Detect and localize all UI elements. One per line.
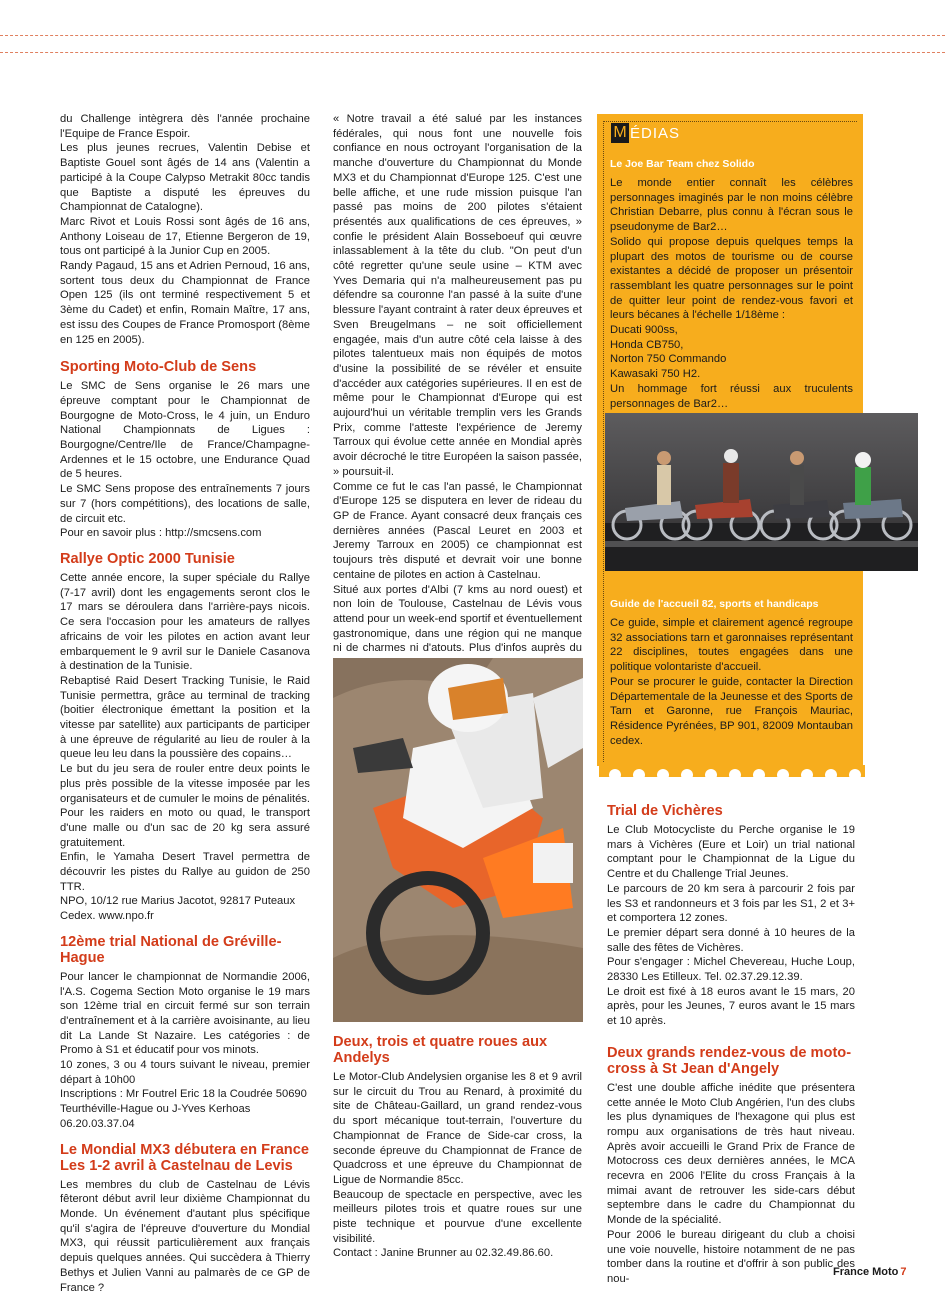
body-paragraph: Rebaptisé Raid Desert Tracking Tunisie, le Raid Tunisie permettra, grâce au terminal de tracking (boitier électronique émettant la position et la vitesse par satellite) aux participants de participer à une épreuve de régularité au lieu de rouler à la queue leu leu dans la poussière des copains… xyxy=(60,674,310,761)
body-paragraph: Le Motor-Club Andelysien organise les 8 et 9 avril sur le circuit du Trou au Renard, à proximité du site de Château-Gaillard, un grand rendez-vous du sport mécanique tout-terrain, l'ouverture du Championnat de France de Side-car cross, la seconde épreuve du Championnat de France de Quadcross et une épreuve du Championnat de Ligue de Normandie 85cc. xyxy=(333,1071,582,1186)
bike-list-item: Kawasaki 750 H2. xyxy=(610,368,701,381)
body-paragraph: Pour 2006 le bureau dirigeant du club a choisi une voie nouvelle, histoire notamment de ne pas tomber dans la routine et d'offrir à son public des nou- xyxy=(607,1228,855,1285)
body-paragraph: C'est une double affiche inédite que présentera cette année le Moto Club Angérien, l'un des clubs les plus dynamiques de l'hexagone qui plus est rompu aux organisations de très haut niveau. Après avoir accueilli le Grand Prix de France de Motocross ces deux dernières années, le MCA recevra en 2006 l'Elite du cross Français à la mimai avant de retrouver les side-cars début septembre dans le cadre du Championnat du Monde de la spécialité. xyxy=(607,1081,855,1227)
bike-list-item: Ducati 900ss, xyxy=(610,324,678,337)
body-paragraph: 10 zones, 3 ou 4 tours suivant le niveau, premier départ à 10h00 xyxy=(60,1059,310,1086)
body-paragraph: Situé aux portes d'Albi (7 kms au nord ouest) et non loin de Toulouse, Castelnau de Lévis vous attend pour un week-end sportif et éventuellement gastronomique, dans une région qui ne manque ni de charmes ni d'atouts. Plus d'infos auprès du xyxy=(333,583,582,655)
page-number: 7 xyxy=(900,1266,907,1278)
media-heading xyxy=(611,122,680,144)
media-subheading-guide: Guide de l'accueil 82, sports et handicaps xyxy=(610,598,819,610)
scalloped-edge-decoration xyxy=(599,765,865,787)
figurines-illustration xyxy=(605,413,918,571)
body-paragraph: Pour en savoir plus : http://smcsens.com xyxy=(60,527,262,540)
bike-list-item: Norton 750 Commando xyxy=(610,353,727,366)
body-paragraph: Le Club Motocycliste du Perche organise le 19 mars à Vichères (Eure et Loir) un trial national comptant pour le Championnat de la Ligue du Centre et du Challenge Trial Jeunes. xyxy=(607,824,855,881)
body-paragraph: Enfin, le Yamaha Desert Travel permettra de découvrir les pistes du Rallye au guidon de 250 TTR. xyxy=(60,851,310,893)
body-paragraph: Ce guide, simple et clairement agencé regroupe 32 associations tarn et garonnaises représentant 22 disciplines, toutes engagées dans une politique volontariste d'accueil. xyxy=(610,617,853,674)
body-paragraph: Le SMC Sens propose des entraînements 7 jours sur 7 (hors compétitions), des locations de salle, de circuit etc. xyxy=(60,483,310,525)
section-heading-greville: 12ème trial National de Gréville-Hague xyxy=(60,933,282,966)
section-heading-vicheres: Trial de Vichères xyxy=(607,803,723,819)
body-paragraph: Le SMC de Sens organise le 26 mars une épreuve comptant pour le Championnat de Bourgogne de Moto-Cross, le 4 juin, un Enduro National Championnats de Ligues : Bourgogne/Centre/Ile de France/Champagne-Ardennes et le 15 octobre, une Endurance Quad de 5 heures. xyxy=(60,380,310,481)
body-paragraph: Le monde entier connaît les célèbres personnages imaginés par le non moins célèbre Christian Debarre, plus connu à l'écran sous le pseudonyme de Bar2… xyxy=(610,177,853,234)
media-heading-rest: ÉDIAS xyxy=(630,124,681,142)
body-paragraph: Inscriptions : Mr Foutrel Eric 18 la Coudrée 50690 Teurthéville-Hague ou J-Yves Kerhoas 06.20.03.37.04 xyxy=(60,1088,307,1130)
motocross-rider-photo xyxy=(333,658,583,1022)
body-paragraph: Le parcours de 20 km sera à parcourir 2 fois par les S3 et randonneurs et 3 fois par les S1, 2 et 3+ et comportera 12 zones. xyxy=(607,882,855,925)
body-paragraph: Pour se procurer le guide, contacter la Direction Départementale de la Jeunesse et des Sports de Tarn et Garonne, rue François Mauriac, Résidence Pyrénées, BP 901, 82009 Montauban cedex. xyxy=(610,675,853,747)
body-paragraph: Le droit est fixé à 18 euros avant le 15 mars, 20 après, pour les Jeunes, 7 euros avant le 15 mars et 10 après. xyxy=(607,985,855,1028)
body-paragraph: Pour lancer le championnat de Normandie 2006, l'A.S. Cogema Section Moto organise le 19 mars son 12ème trial en circuit fermé sur son terrain d'entraînement et à la carrière avoisinante, au lieu dit La Lande St Nazaire. Les catégories : de Promo à S1 et éducatif pour vos minots. xyxy=(60,970,310,1057)
section-heading-sens: Sporting Moto-Club de Sens xyxy=(60,359,257,376)
body-paragraph: Le premier départ sera donné à 10 heures de la salle des fêtes de Vichères. xyxy=(607,926,855,954)
body-paragraph: « Notre travail a été salué par les instances fédérales, qui nous font une nouvelle fois confiance en nous octroyant l'organisation de la manche d'ouverture du Championnat du Monde MX3 et du Championnat d'Europe 125. C'est une belle affiche, et une rude mission puisque l'an passé pas moins de 200 pilotes s'étaient présentés aux qualifications de ces épreuves, » confie le président Alain Bosseboeuf qui œuvre inlassablement à la tête du club. "On peut d'un côté regretter qu'une seule usine – KTM avec Yves Demaria qui n'a malheureusement pas pu défendre sa couronne l'an passé à la suite d'une blessure l'ayant contraint à rater deux épreuves et Sven Breugelmans – ne soit officiellement engagée, mais d'un autre côté cela laisse à des pilotes talentueux mais non équipés de motos d'usine la possibilité de se révéler et ensuite d'accéder aux catégories supérieures. Il en est de même pour le Championnat d'Europe qui est aujourd'hui un véritable tremplin vers les Grands Prix, comme l'atteste l'expérience de Jeremy Tarroux qui évolue cette année en Mondial après avoir décroché le titre Européen la saison passée, » poursuit-il. xyxy=(333,113,582,478)
magazine-name: France Moto xyxy=(833,1266,899,1278)
body-paragraph: Solido qui propose depuis quelques temps la plupart des motos de tourisme ou de course existantes a décidé de proposer un présentoir rassemblant les quatre personnages sur le point de quitter leur point de rendez-vous favori et leurs bécanes à l'échelle 1/18ème : xyxy=(610,235,853,322)
left-column xyxy=(60,112,310,1295)
body-paragraph: Marc Rivot et Louis Rossi sont âgés de 16 ans, Anthony Loiseau de 17, Etienne Bergeron de 19, tous ont participé à la Junior Cup en 2005. xyxy=(60,215,310,258)
joe-bar-team-figurines-photo xyxy=(605,413,918,571)
body-paragraph: Le but du jeu sera de rouler entre deux points le plus près possible de la vitesse imposée par les organisateurs et de cumuler le moins de pénalités. Pour les raiders en moto ou quad, le transport d'une malle ou d'un sac de 20 kg sera assuré gratuitement. xyxy=(60,763,310,849)
body-paragraph: NPO, 10/12 rue Marius Jacotot, 92817 Puteaux Cedex. www.npo.fr xyxy=(60,895,296,923)
body-paragraph: Pour s'engager : Michel Chevereau, Huche Loup, 28330 Les Etilleux. Tel. 02.37.29.12.39. xyxy=(607,956,855,984)
body-paragraph: Comme ce fut le cas l'an passé, le Championnat d'Europe 125 se disputera en lever de rideau du GP de France. Ayant consacré deux français ces dernières années (Pascal Leuret en 2003 et Jeremy Tarroux en 2005) ce championnat est toujours très disputé et devrait voir une bonne centaine de pilotes en action à Castelnau. xyxy=(333,480,582,581)
top-dashed-rule xyxy=(0,52,945,53)
body-paragraph: Contact : Janine Brunner au 02.32.49.86.60. xyxy=(333,1247,554,1260)
body-paragraph: du Challenge intègrera dès l'année prochaine l'Equipe de France Espoir. xyxy=(60,113,310,140)
media-subheading-joe-bar: Le Joe Bar Team chez Solido xyxy=(610,158,755,170)
body-paragraph: Un hommage fort réussi aux truculents personnages de Bar2… xyxy=(610,382,853,410)
page-footer xyxy=(833,1266,907,1278)
body-paragraph: Les plus jeunes recrues, Valentin Debise et Baptiste Gouel sont âgés de 14 ans (Valentin a participé à la Coupe Calypso Metrakit 80cc tandis que Baptiste a disputé les épreuves du Championnat de Catalogne). xyxy=(60,142,310,214)
section-heading-andelys: Deux, trois et quatre roues aux Andelys xyxy=(333,1034,548,1066)
right-column-lower xyxy=(607,803,855,1287)
motocross-rider-illustration xyxy=(333,658,583,1022)
top-dashed-rule xyxy=(0,35,945,36)
media-text-joe-bar xyxy=(610,176,853,411)
body-paragraph: Beaucoup de spectacle en perspective, avec les meilleurs pilotes trois et quatre roues sur une piste technique et pourvue d'une excellente visibilité. xyxy=(333,1188,582,1245)
section-heading-angely: Deux grands rendez-vous de moto-cross à St Jean d'Angely xyxy=(607,1044,852,1077)
andelys-article xyxy=(333,1034,582,1261)
media-initial: M xyxy=(611,123,629,143)
body-paragraph: Cette année encore, la super spéciale du Rallye (7-17 avril) dont les engagements seront clos le 17 mars se déroulera dans l'arrière-pays nicois. Ce sera l'occasion pour les amateurs de rallyes africains de voir les pilotes en action avant leur embarquement le 9 avril sur le Daniele Casanova à destination de la Tunisie. xyxy=(60,571,310,673)
body-paragraph: Randy Pagaud, 15 ans et Adrien Pernoud, 16 ans, sortent tous deux du Championnat de France Open 125 (ils ont terminé respectivement 5 et 3ème du Cadet) et enfin, Romain Maître, 17 ans, est issu des Coupes de France Promosport (8ème en 125 en 2005). xyxy=(60,260,310,346)
bike-list-item: Honda CB750, xyxy=(610,338,684,351)
media-text-guide xyxy=(610,616,853,748)
middle-column xyxy=(333,112,582,685)
section-heading-mondial: Le Mondial MX3 débutera en France Les 1-2 avril à Castelnau de Levis xyxy=(60,1141,309,1174)
body-paragraph: Les membres du club de Castelnau de Lévis fêteront début avril leur dixième Championnat du Monde. Un événement d'autant plus spécifique qu'il s'agira de l'épreuve d'ouverture du Mondial MX3, qui réussit particulièrement aux français depuis quelques années. Qui succèdera à Thierry Bethys et Julien Vanni au palmarès de ce GP de France ? xyxy=(60,1178,310,1294)
section-heading-rallye: Rallye Optic 2000 Tunisie xyxy=(60,550,235,567)
